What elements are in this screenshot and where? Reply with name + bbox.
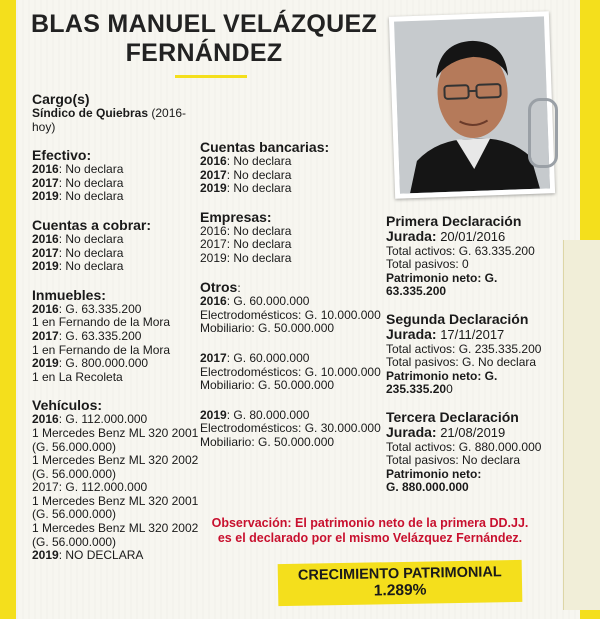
inmuebles-row (32, 303, 202, 317)
inmuebles-detail: 1 en La Recoleta (32, 369, 123, 384)
cargo-period-start: (2016- (148, 106, 187, 120)
portrait-image (394, 16, 550, 193)
row-year: 2017 (200, 350, 227, 365)
inmuebles-detail: 1 en Fernando de la Mora (32, 315, 171, 330)
vehiculos-detail: 1 Mercedes Benz ML 320 2002 (32, 521, 199, 536)
page-title (24, 10, 384, 68)
row-value: : G. 60.000.000 (226, 294, 310, 309)
row-year: 2017 (32, 245, 59, 260)
cargo-heading: Cargo(s) (32, 91, 90, 107)
row-year: 2017 (200, 167, 227, 182)
inmuebles-row (32, 357, 202, 371)
otros-row (200, 295, 385, 309)
vehiculos-detail: 1 Mercedes Benz ML 320 2002 (32, 453, 199, 468)
efectivo-row (32, 177, 202, 191)
row-value: : G. 60.000.000 (226, 350, 310, 365)
section-otros (200, 280, 385, 450)
vehiculos-detail: (G. 56.000.000) (32, 466, 117, 481)
row-year: 2019 (32, 356, 59, 371)
row-value: : NO DECLARA (58, 548, 144, 563)
cuentas-bancarias-row (200, 169, 385, 183)
vehiculos-row (32, 413, 202, 427)
decl2-neto-last-digit: 0 (446, 382, 453, 397)
otros-detail: Mobiliario: G. 50.000.000 (200, 434, 335, 449)
row-value: : G. 63.335.200 (58, 328, 142, 343)
title-line-2: FERNÁNDEZ (125, 39, 283, 67)
decl1-date: 20/01/2016 (436, 229, 506, 244)
folder-tab (563, 240, 600, 610)
row-year: 2019 (32, 259, 59, 274)
decl2-date: 17/11/2017 (436, 326, 505, 342)
empresas-row: 2017: No declara (200, 237, 292, 252)
row-year: 2017 (32, 175, 59, 190)
decl2-neto-value (386, 383, 556, 397)
otros-detail: Electrodomésticos: G. 10.000.000 (200, 364, 381, 379)
section-cargo (32, 92, 202, 134)
person-silhouette-icon (394, 16, 550, 193)
row-value: : No declara (58, 162, 124, 177)
section-vehiculos (32, 398, 202, 563)
vehiculos-detail: (G. 56.000.000) (32, 534, 117, 549)
decl1-jurada: Jurada: (386, 228, 437, 244)
vehiculos-row (32, 549, 202, 563)
cuentas-cobrar-row (32, 233, 202, 247)
section-cuentas-cobrar (32, 218, 202, 274)
growth-label: CRECIMIENTO PATRIMONIAL (297, 564, 502, 584)
decl3-date: 21/08/2019 (436, 424, 506, 440)
decl3-neto-value: G. 880.000.000 (386, 480, 469, 495)
column-middle (200, 140, 385, 450)
vehiculos-detail: 1 Mercedes Benz ML 320 2001 (32, 425, 199, 440)
decl1-pasivos: Total pasivos: 0 (386, 257, 469, 272)
title-underline (175, 75, 247, 78)
otros-detail: Mobiliario: G. 50.000.000 (200, 321, 335, 336)
row-year: 2016 (200, 154, 227, 168)
row-value: : No declara (226, 167, 292, 182)
row-value: : No declara (226, 181, 292, 196)
cuentas-cobrar-row (32, 247, 202, 261)
otros-colon: : (237, 280, 241, 295)
vehiculos-detail: 2017: G. 112.000.000 (32, 480, 148, 495)
decl1-activos: Total activos: G. 63.335.200 (386, 243, 535, 258)
section-empresas (200, 210, 385, 266)
row-value: : No declara (58, 231, 124, 246)
column-right (386, 214, 556, 495)
inmuebles-heading: Inmuebles: (32, 286, 106, 303)
row-year: 2016 (32, 162, 59, 177)
row-value: : G. 63.335.200 (58, 301, 142, 316)
cuentas-bancarias-heading: Cuentas bancarias: (200, 139, 330, 155)
observation-line-1: Observación: El patrimonio neto de la primera DD.JJ. (211, 516, 529, 530)
row-year: 2016 (32, 231, 59, 246)
otros-row (200, 352, 385, 366)
inmuebles-row (32, 330, 202, 344)
vehiculos-detail: (G. 56.000.000) (32, 439, 117, 454)
row-value: : G. 800.000.000 (58, 356, 149, 371)
empresas-row: 2016: No declara (200, 223, 292, 238)
section-primera-declaracion (386, 214, 556, 299)
row-value: : G. 80.000.000 (226, 407, 310, 422)
decl2-heading: Segunda Declaración (386, 310, 529, 327)
row-year: 2016 (200, 294, 227, 309)
row-value: : No declara (58, 189, 124, 204)
section-cuentas-bancarias (200, 140, 385, 196)
observation-line-2: es el declarado por el mismo Velázquez Fernández. (217, 531, 523, 545)
section-efectivo (32, 148, 202, 204)
decl2-activos: Total activos: G. 235.335.200 (386, 341, 542, 356)
observation-note (200, 516, 540, 546)
otros-detail: Electrodomésticos: G. 30.000.000 (200, 421, 381, 436)
otros-row (200, 409, 385, 423)
cargo-title: Síndico de Quiebras (32, 106, 149, 120)
cuentas-cobrar-row (32, 260, 202, 274)
cuentas-cobrar-heading: Cuentas a cobrar: (32, 216, 152, 233)
section-segunda-declaracion (386, 312, 556, 397)
decl2-neto-label: Patrimonio neto: G. (386, 368, 498, 383)
paperclip-icon (528, 98, 558, 168)
row-year: 2016 (32, 412, 59, 427)
decl2-neto-digits: 235.335.20 (386, 382, 447, 397)
decl1-date-line (386, 229, 556, 245)
decl3-heading: Tercera Declaración (386, 408, 519, 425)
row-year: 2019 (32, 189, 59, 204)
vehiculos-detail: 1 Mercedes Benz ML 320 2001 (32, 493, 199, 508)
efectivo-row (32, 163, 202, 177)
otros-detail: Mobiliario: G. 50.000.000 (200, 378, 335, 393)
otros-heading-text: Otros (200, 278, 238, 295)
efectivo-row (32, 190, 202, 204)
growth-banner (278, 560, 523, 606)
decl3-jurada: Jurada: (386, 423, 437, 440)
row-value: : No declara (58, 175, 124, 190)
efectivo-heading: Efectivo: (32, 147, 92, 164)
decl3-neto-label: Patrimonio neto: (386, 466, 482, 481)
row-year: 2019 (200, 407, 227, 422)
row-year: 2019 (200, 181, 227, 196)
cargo-period-end: hoy) (32, 119, 56, 134)
cuentas-bancarias-row (200, 155, 385, 169)
row-year: 2019 (32, 548, 59, 563)
row-year: 2016 (32, 301, 59, 316)
section-inmuebles (32, 288, 202, 385)
decl2-date-line (386, 327, 556, 343)
cargo-value (32, 107, 202, 121)
inmuebles-detail: 1 en Fernando de la Mora (32, 342, 171, 357)
section-tercera-declaracion (386, 410, 556, 495)
decl2-pasivos: Total pasivos: G. No declara (386, 355, 537, 370)
otros-detail: Electrodomésticos: G. 10.000.000 (200, 307, 381, 322)
decl1-heading: Primera Declaración (386, 213, 522, 229)
empresas-row: 2019: No declara (200, 250, 292, 265)
vehiculos-detail: (G. 56.000.000) (32, 507, 117, 522)
cuentas-bancarias-row (200, 182, 385, 196)
otros-heading (200, 280, 385, 296)
growth-value: 1.289% (373, 581, 427, 600)
row-value: : No declara (58, 245, 124, 260)
row-value: : No declara (58, 259, 124, 274)
row-value: : G. 112.000.000 (58, 412, 148, 427)
decl3-date-line (386, 425, 556, 441)
empresas-heading: Empresas: (200, 208, 272, 225)
decl3-activos: Total activos: G. 880.000.000 (386, 439, 542, 454)
row-year: 2017 (32, 328, 59, 343)
decl3-pasivos: Total pasivos: No declara (386, 453, 521, 468)
decl1-neto: Patrimonio neto: G. 63.335.200 (386, 270, 498, 299)
decl2-jurada: Jurada: (386, 325, 437, 342)
vehiculos-heading: Vehículos: (32, 397, 103, 414)
column-left (32, 92, 202, 577)
row-value: : No declara (226, 154, 292, 168)
title-line-1: BLAS MANUEL VELÁZQUEZ (30, 10, 378, 38)
